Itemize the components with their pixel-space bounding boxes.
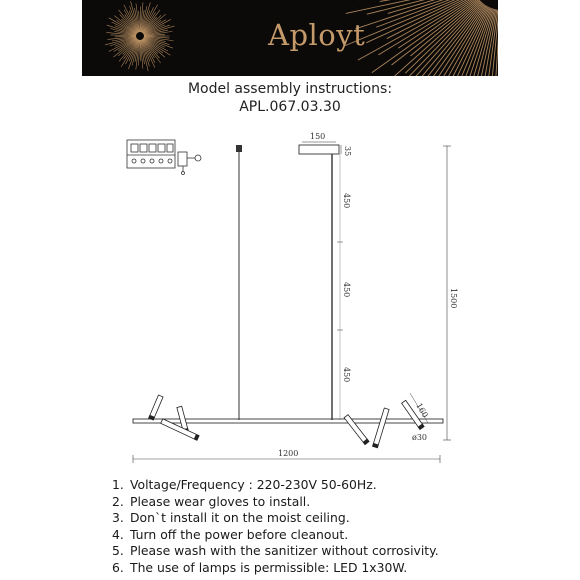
instructions-title: Model assembly instructions: xyxy=(187,81,393,97)
instruction-item: 6. The use of lamps is permissible: LED 1x30W. xyxy=(112,559,408,575)
suspension-cable xyxy=(236,145,242,420)
ceiling-canopy xyxy=(299,142,341,154)
rod-segment-3-label: 450 xyxy=(342,367,351,383)
canopy-height-label: 35 xyxy=(343,146,352,157)
canopy-width-label: 150 xyxy=(310,132,326,141)
horizontal-bar xyxy=(133,419,443,423)
instruction-item: 5. Please wash with the sanitizer without corrosivity. xyxy=(112,543,439,559)
model-number: APL.067.03.30 xyxy=(239,99,341,115)
instruction-item: 4. Turn off the power before cleanout. xyxy=(112,526,349,542)
brand-logo: Aployt xyxy=(268,18,366,52)
rod-segment-2-label: 450 xyxy=(342,282,351,298)
total-height-label: 1500 xyxy=(449,288,458,309)
rod-segment-1-label: 450 xyxy=(342,193,351,209)
instruction-item: 3. Don`t install it on the moist ceiling. xyxy=(112,510,350,526)
suspension-rod xyxy=(332,154,343,420)
tube-length-label: 160 xyxy=(414,401,430,420)
terminal-block-icon xyxy=(127,140,201,175)
instruction-item: 2. Please wear gloves to install. xyxy=(112,493,311,509)
instruction-item: 1. Voltage/Frequency : 220-230V 50-60Hz. xyxy=(112,477,377,492)
tube-diameter-label: ø30 xyxy=(412,433,427,442)
instructions-list xyxy=(112,477,439,577)
lamp-tubes xyxy=(149,395,424,448)
total-width-label: 1200 xyxy=(278,449,299,458)
